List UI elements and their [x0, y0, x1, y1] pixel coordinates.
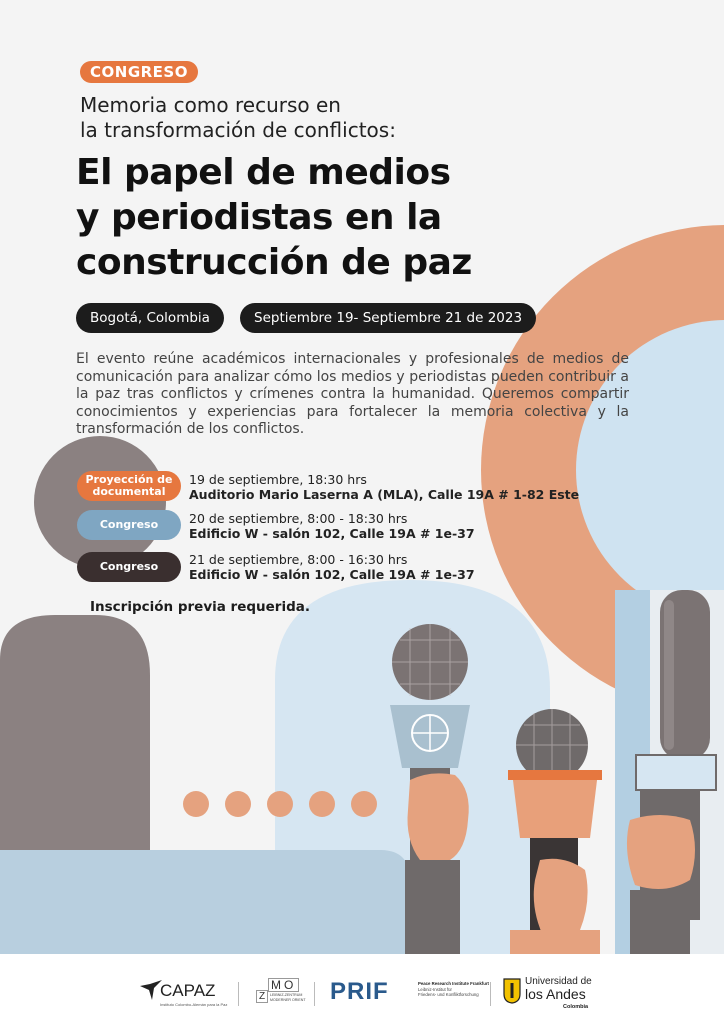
event-description: El evento reúne académicos internacionales y profesionales de medios de comunicación para analizar cómo los medios y periodistas pueden contribuir a la paz tras conflictos y crímenes contra la humanidad. Queremos compartir conocimientos y experiencias para fortalecer la memoria colectiva y la transformación de los conflictos.	[76, 351, 629, 437]
dot	[183, 791, 209, 817]
footer-logos: CAPAZ Instituto Colombo-Alemán para la Paz MO Z LEIBNIZ-ZENTRUM MODERNER ORIENT PRIF Peace Research Institute Frankfurt Leibniz-Institut für Friedens- und Konfliktforschung Universidad de los Andes Colombia	[0, 954, 724, 1024]
dot	[351, 791, 377, 817]
schedule-date: 19 de septiembre, 18:30 hrs	[189, 472, 367, 487]
taupe-circle	[34, 436, 166, 568]
event-subtitle: Memoria como recurso en la transformación de conflictos:	[80, 93, 396, 142]
divider	[238, 982, 239, 1006]
schedule-item-1	[189, 472, 579, 502]
registration-note: Inscripción previa requerida.	[90, 599, 310, 615]
bird-icon	[140, 980, 162, 1000]
dates-pill: Septiembre 19- Septiembre 21 de 2023	[240, 303, 536, 333]
schedule-badge-congress: Congreso	[77, 552, 181, 582]
schedule-badge-screening: Proyección de documental	[77, 471, 181, 501]
location-pill: Bogotá, Colombia	[76, 303, 224, 333]
dot	[225, 791, 251, 817]
dot	[309, 791, 335, 817]
schedule-place: Edificio W - salón 102, Calle 19A # 1e-37	[189, 567, 475, 582]
schedule-place: Edificio W - salón 102, Calle 19A # 1e-37	[189, 526, 475, 541]
schedule-item-3	[189, 552, 475, 582]
event-type-tag: CONGRESO	[80, 61, 198, 83]
divider	[490, 982, 491, 1006]
schedule-date: 21 de septiembre, 8:00 - 16:30 hrs	[189, 552, 408, 567]
schedule-date: 20 de septiembre, 8:00 - 18:30 hrs	[189, 511, 408, 526]
schedule-place: Auditorio Mario Laserna A (MLA), Calle 19A # 1-82 Este	[189, 487, 580, 502]
event-title: El papel de medios y periodistas en la construcción de paz	[76, 152, 472, 283]
divider	[314, 982, 315, 1006]
shield-icon	[503, 978, 521, 1004]
dot	[267, 791, 293, 817]
schedule-badge-congress: Congreso	[77, 510, 181, 540]
blue-band	[0, 850, 410, 960]
schedule-item-2	[189, 511, 475, 541]
